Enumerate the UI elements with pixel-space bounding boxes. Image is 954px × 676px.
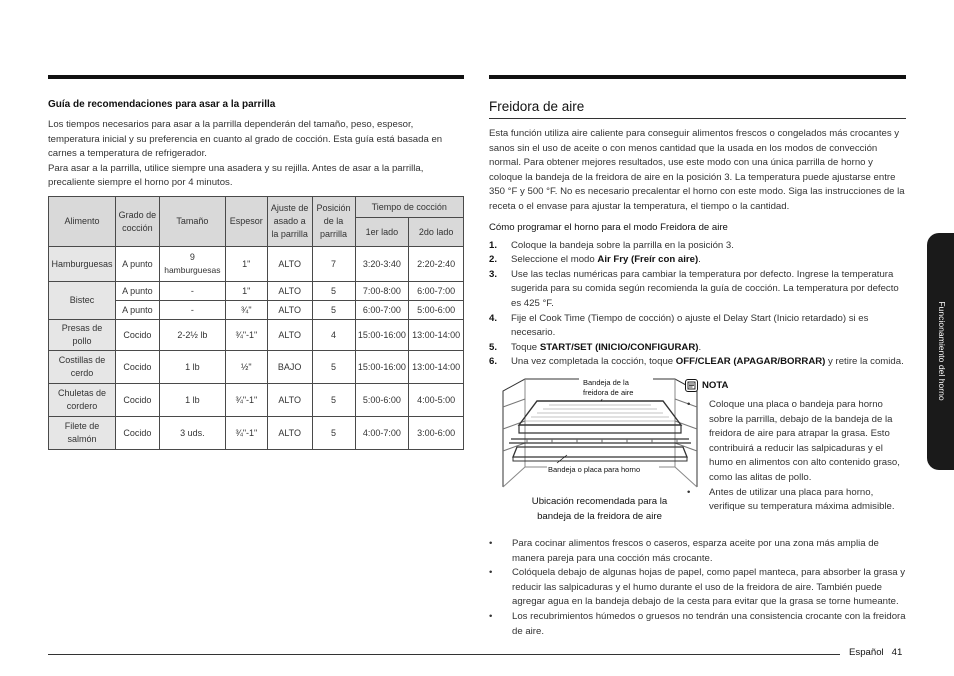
step-item (489, 239, 906, 254)
cell-food: Filete de salmón (49, 417, 116, 450)
step-item (489, 355, 906, 370)
cell-food: Bistec (49, 282, 116, 320)
table-row (49, 320, 464, 351)
cell-doneness: A punto (115, 247, 159, 282)
step-number: 5. (489, 341, 498, 353)
step-number: 3. (489, 268, 498, 280)
step-item (489, 268, 906, 312)
cell-size: 2-2½ lb (159, 320, 225, 351)
cell-doneness: Cocido (115, 417, 159, 450)
cell-setting: BAJO (267, 351, 312, 384)
cell-thickness: ¾"-1" (225, 417, 267, 450)
cell-side2: 4:00-5:00 (409, 384, 464, 417)
header-doneness: Grado de cocción (115, 197, 159, 247)
side-tab-label: Funcionamiento del horno (937, 301, 947, 401)
step-text: Fije el Cook Time (Tiempo de cocción) o ajuste el Delay Start (Inicio retardado) si es necesario. (511, 312, 869, 339)
callout-pan: Bandeja o placa para horno (548, 465, 641, 474)
cell-thickness: ¾"-1" (225, 320, 267, 351)
step-text-pre: Seleccione el modo (511, 254, 598, 266)
step-number: 4. (489, 312, 498, 324)
cell-side1: 15:00-16:00 (355, 351, 409, 384)
cell-doneness: A punto (115, 301, 159, 320)
air-fry-intro: Esta función utiliza aire caliente para conseguir alimentos frescos o congelados más crocantes y sanos sin el uso de aceite o con menos cantidad que la usada en los modos de convección normal. Para obtener mejores resultados, use este modo con una única parrilla de horno y coloque la bandeja de la freidora de aire en la posición 3. La temperatura puede ajustarse entre 350 °F y 500 °F. No es necesario precalentar el horno con este modo. Siga las instrucciones de la receta o el envase para ajustar la temperatura, el tiempo o la cantidad. (489, 128, 905, 212)
cell-size: 1 lb (159, 384, 225, 417)
cell-setting: ALTO (267, 301, 312, 320)
cell-setting: ALTO (267, 320, 312, 351)
cell-setting: ALTO (267, 282, 312, 301)
cell-rack: 5 (312, 301, 355, 320)
note-icon (685, 379, 698, 392)
header-food: Alimento (49, 197, 116, 247)
note-item: • Antes de utilizar una placa para horno, verifique su temperatura máxima admisible. (685, 486, 906, 515)
step-text-bold: Air Fry (Freír con aire) (597, 254, 699, 266)
header-thickness: Espesor (225, 197, 267, 247)
cell-rack: 5 (312, 351, 355, 384)
footer-rule (48, 654, 840, 655)
table-header-row (49, 197, 464, 218)
note-header (685, 379, 906, 392)
step-number: 1. (489, 239, 498, 251)
cell-side2: 13:00-14:00 (409, 320, 464, 351)
note-box (685, 379, 906, 515)
grill-guide-title: Guía de recomendaciones para asar a la parrilla (48, 99, 276, 110)
cell-side1: 5:00-6:00 (355, 384, 409, 417)
air-fry-title: Freidora de aire (489, 99, 906, 119)
header-rack: Posición de la parrilla (312, 197, 355, 247)
cell-size: - (159, 282, 225, 301)
table-row (49, 417, 464, 450)
table-row (49, 384, 464, 417)
cell-rack: 4 (312, 320, 355, 351)
cell-thickness: ½" (225, 351, 267, 384)
table-row (49, 282, 464, 301)
header-size: Tamaño (159, 197, 225, 247)
note-label: NOTA (702, 380, 729, 391)
cell-size: 3 uds. (159, 417, 225, 450)
step-text: Coloque la bandeja sobre la parrilla en la posición 3. (511, 239, 734, 251)
step-text-post: . (698, 254, 701, 266)
cell-doneness: A punto (115, 282, 159, 301)
cell-doneness: Cocido (115, 351, 159, 384)
tip-item: • Colóquela debajo de algunas hojas de papel, como papel manteca, para absorber la grasa y reducir las salpicaduras y el humo durante el uso de la freidora de aire. También puede agregar agua en la bandeja debajo de la cesta para evitar que la grasa se torne humeante. (489, 566, 906, 610)
cell-thickness: ¾" (225, 301, 267, 320)
cell-setting: ALTO (267, 247, 312, 282)
cell-side1: 3:20-3:40 (355, 247, 409, 282)
step-text: Use las teclas numéricas para cambiar la temperatura por defecto. Ingrese la temperatura sugerida para su comida según recomienda la guía de cocción. La temperatura por defecto es 425 °F. (511, 268, 899, 309)
table-row (49, 247, 464, 282)
step-item (489, 312, 906, 341)
air-fry-howto-title: Cómo programar el horno para el modo Freidora de aire (489, 221, 728, 233)
top-rule-left (48, 75, 464, 79)
air-fry-figure-block (489, 375, 906, 530)
header-side2: 2do lado (409, 218, 464, 247)
section-side-tab (927, 233, 954, 470)
step-item (489, 253, 906, 268)
cell-size: 1 lb (159, 351, 225, 384)
figure-caption (497, 495, 702, 524)
step-number: 2. (489, 254, 498, 266)
note-list (685, 398, 906, 515)
grill-recommendation-table (48, 196, 464, 450)
cell-food: Chuletas de cordero (49, 384, 116, 417)
header-setting: Ajuste de asado a la parrilla (267, 197, 312, 247)
right-column (489, 99, 906, 637)
cell-side1: 15:00-16:00 (355, 320, 409, 351)
step-text-post: . (698, 341, 702, 353)
header-time: Tiempo de cocción (355, 197, 463, 218)
cell-setting: ALTO (267, 417, 312, 450)
tip-item: • Para cocinar alimentos frescos o caseros, esparza aceite por una zona más amplia de manera pareja para una cocción más crocante. (489, 537, 906, 566)
cell-thickness: 1" (225, 247, 267, 282)
footer (849, 647, 902, 658)
cell-size: - (159, 301, 225, 320)
cell-side1: 4:00-7:00 (355, 417, 409, 450)
table-row (49, 351, 464, 384)
cell-food: Hamburguesas (49, 247, 116, 282)
cell-doneness: Cocido (115, 320, 159, 351)
step-text-bold: OFF/CLEAR (APAGAR/BORRAR) (675, 356, 826, 368)
grill-guide-paragraph-1: Los tiempos necesarios para asar a la parrilla dependerán del tamaño, peso, espesor, temperatura inicial y su preferencia en cuanto al grado de cocción. Esta guía está basada en carnes a temperatura de refrigerador. (48, 119, 443, 160)
cell-side2: 2:20-2:40 (409, 247, 464, 282)
oven-rack-illustration (497, 377, 702, 493)
cell-rack: 5 (312, 282, 355, 301)
step-item (489, 341, 906, 356)
cell-size (159, 247, 225, 282)
cell-side2: 3:00-6:00 (409, 417, 464, 450)
air-fry-tips (489, 537, 906, 639)
step-text-post: y retire la comida. (825, 356, 904, 368)
cell-food: Costillas de cerdo (49, 351, 116, 384)
step-text-pre: Toque (511, 341, 540, 353)
cell-doneness: Cocido (115, 384, 159, 417)
cell-side2: 13:00-14:00 (409, 351, 464, 384)
step-text-pre: Una vez completada la cocción, toque (511, 356, 676, 368)
cell-size-value: 9 (189, 252, 195, 262)
grill-guide-paragraph-2: Para asar a la parrilla, utilice siempre una asadera y su rejilla. Antes de asar a la parrilla, precaliente siempre el horno por 4 minutos. (48, 162, 424, 189)
cell-rack: 5 (312, 384, 355, 417)
left-column (48, 99, 464, 444)
cell-setting: ALTO (267, 384, 312, 417)
cell-thickness: ¾"-1" (225, 384, 267, 417)
figure-caption-line1: Ubicación recomendada para la (531, 496, 668, 507)
air-fry-steps (489, 239, 906, 370)
figure-caption-line2: bandeja de la freidora de aire (537, 510, 662, 522)
callout-tray-line1: Bandeja de la (583, 378, 629, 387)
cell-thickness: 1" (225, 282, 267, 301)
page-number: 41 (891, 647, 903, 658)
step-number: 6. (489, 356, 498, 368)
cell-side1: 6:00-7:00 (355, 301, 409, 320)
footer-language: Español (849, 647, 884, 658)
callout-tray-line2: freidora de aire (583, 388, 634, 397)
cell-rack: 7 (312, 247, 355, 282)
note-item: • Coloque una placa o bandeja para horno sobre la parrilla, debajo de la bandeja de la freidora de aire para atrapar la grasa. Esto contribuirá a reducir las salpicaduras y el humo en alimentos con alto contenido graso, como las alitas de pollo. (685, 398, 906, 486)
top-rule-right (489, 75, 906, 79)
header-side1: 1er lado (355, 218, 409, 247)
cell-side2: 5:00-6:00 (409, 301, 464, 320)
cell-side2: 6:00-7:00 (409, 282, 464, 301)
cell-rack: 5 (312, 417, 355, 450)
cell-food: Presas de pollo (49, 320, 116, 351)
tip-item: • Los recubrimientos húmedos o gruesos no tendrán una consistencia crocante con la freidora de aire. (489, 610, 906, 639)
cell-side1: 7:00-8:00 (355, 282, 409, 301)
step-text-bold: START/SET (INICIO/CONFIGURAR) (539, 341, 699, 353)
cell-size-unit: hamburguesas (164, 265, 221, 275)
